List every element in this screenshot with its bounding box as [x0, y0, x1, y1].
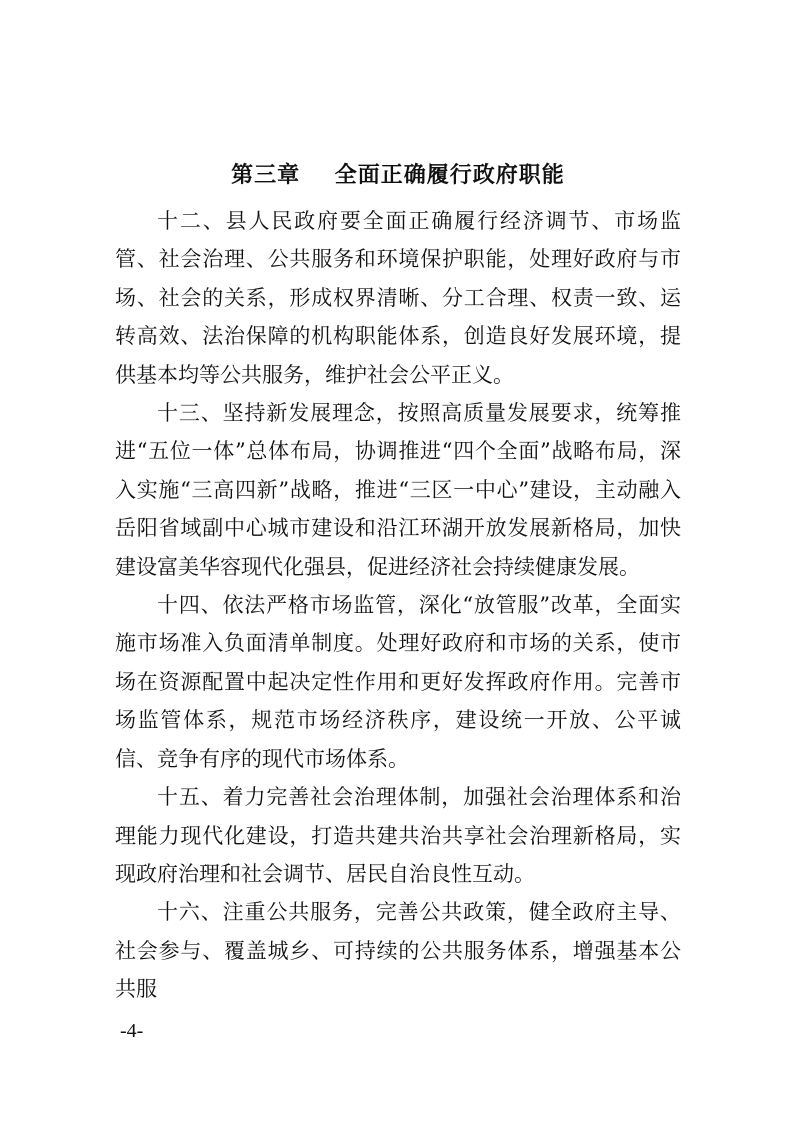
body-text: [115, 202, 681, 1009]
paragraph-13: 十三、坚持新发展理念，按照高质量发展要求，统筹推进“五位一体”总体布局，协调推进“四个全面”战略布局，深入实施“三高四新”战略，推进“三区一中心”建设，主动融入岳阳省域副中心城市建设和沿江环湖开放发展新格局，加快建设富美华容现代化强县，促进经济社会持续健康发展。: [115, 401, 681, 579]
paragraph-14: 十四、依法严格市场监管，深化“放管服”改革，全面实施市场准入负面清单制度。处理好政府和市场的关系，使市场在资源配置中起决定性作用和更好发挥政府作用。完善市场监管体系，规范市场经济秩序，建设统一开放、公平诚信、竞争有序的现代市场体系。: [115, 593, 681, 771]
paragraph-15: 十五、着力完善社会治理体制，加强社会治理体系和治理能力现代化建设，打造共建共治共享社会治理新格局，实现政府治理和社会调节、居民自治良性互动。: [115, 785, 681, 886]
paragraph-12: 十二、县人民政府要全面正确履行经济调节、市场监管、社会治理、公共服务和环境保护职能，处理好政府与市场、社会的关系，形成权界清晰、分工合理、权责一致、运转高效、法治保障的机构职能体系，创造良好发展环境，提供基本均等公共服务，维护社会公平正义。: [115, 209, 681, 387]
chapter-title: 第三章 全面正确履行政府职能: [231, 163, 565, 188]
page-number: -4-: [120, 1020, 144, 1042]
paragraph-16: 十六、注重公共服务，完善公共政策，健全政府主导、社会参与、覆盖城乡、可持续的公共服务体系，增强基本公共服: [115, 900, 681, 1002]
